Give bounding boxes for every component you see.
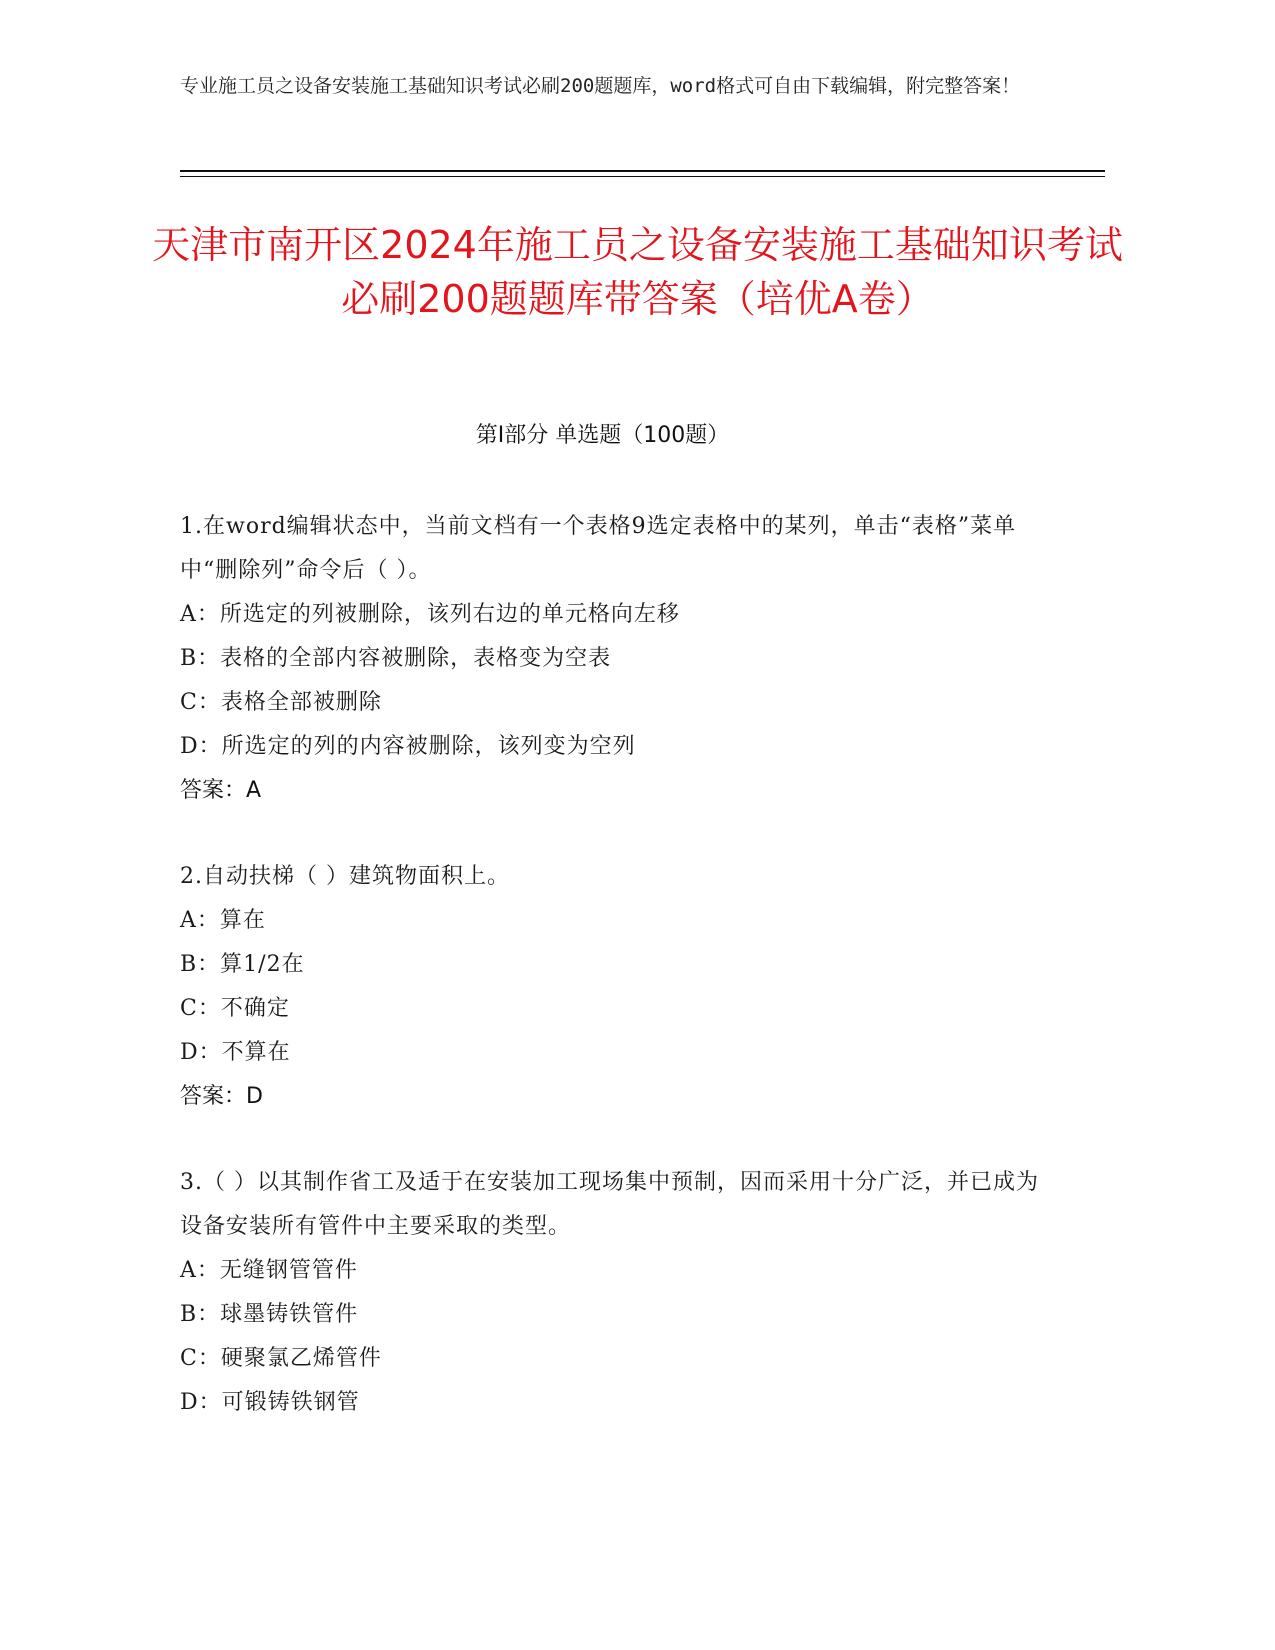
document-title: 天津市南开区2024年施工员之设备安装施工基础知识考试必刷200题题库带答案（培优A卷） <box>152 223 1123 321</box>
option-d: D：所选定的列的内容被删除，该列变为空列 <box>180 734 636 759</box>
question-list <box>180 505 1040 1467</box>
question-2 <box>180 855 1040 1119</box>
question-stem: 2.自动扶梯（ ）建筑物面积上。 <box>180 864 510 889</box>
question-stem: 3.（ ）以其制作省工及适于在安装加工现场集中预制，因而采用十分广泛，并已成为设备安装所有管件中主要采取的类型。 <box>180 1170 1039 1239</box>
option-a: A：算在 <box>180 908 266 933</box>
option-b: B：球墨铸铁管件 <box>180 1302 359 1327</box>
answer: 答案：D <box>180 1084 263 1109</box>
question-1 <box>180 505 1040 813</box>
header-note: 专业施工员之设备安装施工基础知识考试必刷200题题库，word格式可自由下载编辑，附完整答案！ <box>180 75 1021 97</box>
option-c: C：硬聚氯乙烯管件 <box>180 1346 382 1371</box>
option-b: B：算1/2在 <box>180 952 305 977</box>
header-divider-thin <box>180 176 1105 177</box>
question-3 <box>180 1161 1040 1425</box>
answer: 答案：A <box>180 778 262 803</box>
option-c: C：表格全部被删除 <box>180 690 382 715</box>
option-c: C：不确定 <box>180 996 290 1021</box>
option-d: D：不算在 <box>180 1040 291 1065</box>
option-d: D：可锻铸铁钢管 <box>180 1390 360 1415</box>
option-a: A：无缝钢管管件 <box>180 1258 358 1283</box>
question-stem: 1.在word编辑状态中，当前文档有一个表格9选定表格中的某列，单击“表格”菜单中“删除列”命令后（ ）。 <box>180 514 1017 583</box>
option-b: B：表格的全部内容被删除，表格变为空表 <box>180 646 612 671</box>
section-heading: 第Ⅰ部分 单选题（100题） <box>475 423 730 448</box>
header-divider-thick <box>180 170 1105 172</box>
option-a: A：所选定的列被删除，该列右边的单元格向左移 <box>180 602 680 627</box>
